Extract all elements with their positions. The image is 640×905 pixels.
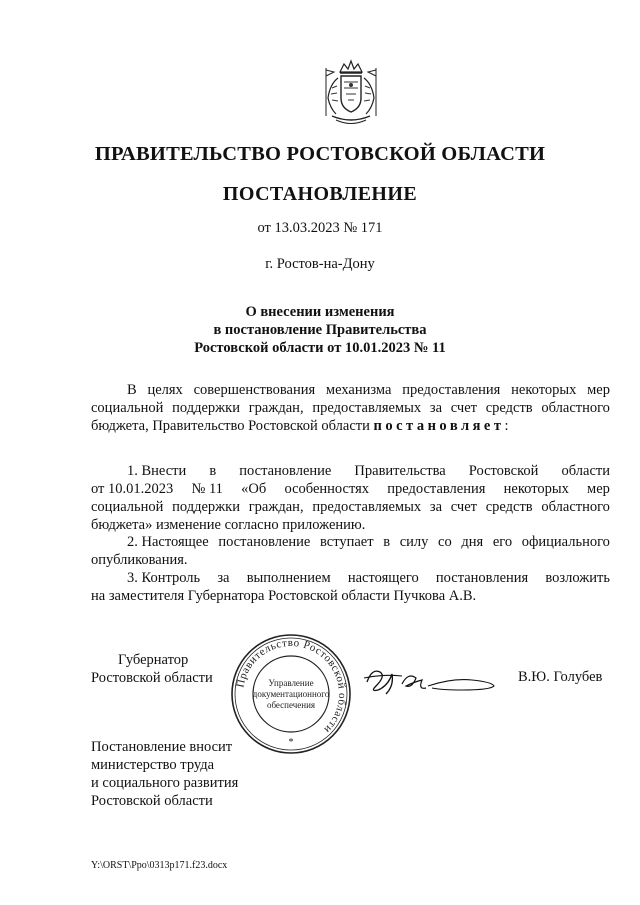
word: 2. Настоящее (127, 534, 209, 550)
footer-line: министерство труда (91, 757, 215, 773)
paragraph-line (91, 533, 610, 551)
word: мер (587, 481, 610, 497)
word: средств (485, 499, 533, 515)
intro-text: бюджета, Правительство Ростовской области (91, 418, 374, 434)
word: постановление (239, 463, 332, 479)
paragraph-line (91, 417, 610, 435)
footer-line: Постановление вносит (91, 739, 233, 755)
word: предоставления (402, 382, 501, 398)
word: выполнением (246, 570, 331, 586)
stamp-inner-line: Управление (268, 678, 314, 688)
official-stamp (229, 632, 353, 756)
word: счет (450, 499, 477, 515)
word: поддержки (172, 400, 240, 416)
document-date-number: от 13.03.2023 № 171 (257, 220, 383, 236)
word: за (217, 570, 230, 586)
word: предоставляемых (312, 499, 422, 515)
word: от 10.01.2023 (91, 481, 174, 497)
stamp-inner-line: обеспечения (266, 700, 316, 710)
document-type: ПОСТАНОВЛЕНИЕ (222, 183, 418, 205)
paragraph-line (91, 498, 610, 516)
paragraph-line: бюджета» изменение согласно приложению. (91, 517, 366, 533)
word: В (127, 382, 137, 398)
word: постановления (435, 570, 529, 586)
resolution-verb: постановляет (373, 418, 505, 434)
word: механизма (325, 382, 392, 398)
paragraph-line (91, 381, 610, 399)
stamp-inner-line: документационного (252, 689, 330, 699)
document-city: г. Ростов-на-Дону (265, 256, 375, 272)
word: счет (450, 400, 477, 416)
word: социальной (91, 499, 164, 515)
signer-position-line: Губернатор (118, 652, 189, 668)
word: возложить (545, 570, 610, 586)
word: за (429, 400, 443, 416)
word: предоставляемых (312, 400, 422, 416)
word: в (209, 463, 217, 479)
item-2-paragraph (91, 533, 610, 569)
word: областного (541, 499, 610, 515)
intro-colon: : (504, 418, 509, 434)
word: особенностях (284, 481, 370, 497)
word: граждан, (248, 400, 304, 416)
word: вступает (320, 534, 374, 550)
word: официального (521, 534, 610, 550)
word: «Об (241, 481, 267, 497)
word: дня (461, 534, 484, 550)
word: поддержки (172, 499, 240, 515)
subject-line: в постановление Правительства (213, 322, 427, 338)
paragraph-line (91, 569, 610, 587)
handwritten-signature (362, 660, 497, 700)
intro-paragraph (91, 381, 610, 435)
word: № 11 (191, 481, 223, 497)
signer-name: В.Ю. Голубев (518, 669, 603, 685)
word: со (438, 534, 452, 550)
paragraph-line (91, 480, 610, 498)
word: настоящего (347, 570, 419, 586)
word: областного (541, 400, 610, 416)
word: некоторых (511, 382, 577, 398)
word: целях (147, 382, 183, 398)
word: Ростовской (468, 463, 539, 479)
coat-of-arms-icon (318, 58, 384, 128)
subject-line: О внесении изменения (245, 304, 395, 320)
word: социальной (91, 400, 164, 416)
word: мер (587, 382, 610, 398)
word: постановление (218, 534, 311, 550)
word: Правительства (354, 463, 446, 479)
word: совершенствования (193, 382, 316, 398)
word: предоставления (387, 481, 486, 497)
item-3-paragraph (91, 569, 610, 605)
word: силу (399, 534, 429, 550)
paragraph-line: опубликования. (91, 552, 188, 568)
word: 3. Контроль (127, 570, 201, 586)
word: за (429, 499, 443, 515)
word: граждан, (248, 499, 304, 515)
subject-line: Ростовской области от 10.01.2023 № 11 (194, 340, 446, 356)
document-subject (0, 303, 640, 357)
word: 1. Внести (127, 463, 187, 479)
organization-title: ПРАВИТЕЛЬСТВО РОСТОВСКОЙ ОБЛАСТИ (94, 143, 546, 165)
stamp-star: * (288, 737, 294, 748)
item-1-paragraph (91, 462, 610, 534)
footer-line: и социального развития (91, 775, 239, 791)
paragraph-line: на заместителя Губернатора Ростовской области Пучкова А.В. (91, 588, 477, 604)
word: некоторых (503, 481, 569, 497)
signer-position (91, 651, 213, 687)
footer-line: Ростовской области (91, 793, 213, 809)
word: средств (485, 400, 533, 416)
signer-position-line: Ростовской области (91, 670, 213, 686)
paragraph-line (91, 399, 610, 417)
submitting-authority (91, 738, 238, 810)
stamp-ring-text: Правительство Ростовской области (234, 636, 349, 736)
file-path: Y:\ORST\Ppo\0313p171.f23.docx (91, 860, 228, 871)
word: области (561, 463, 610, 479)
paragraph-line (91, 462, 610, 480)
word: в (383, 534, 391, 550)
word: его (492, 534, 513, 550)
